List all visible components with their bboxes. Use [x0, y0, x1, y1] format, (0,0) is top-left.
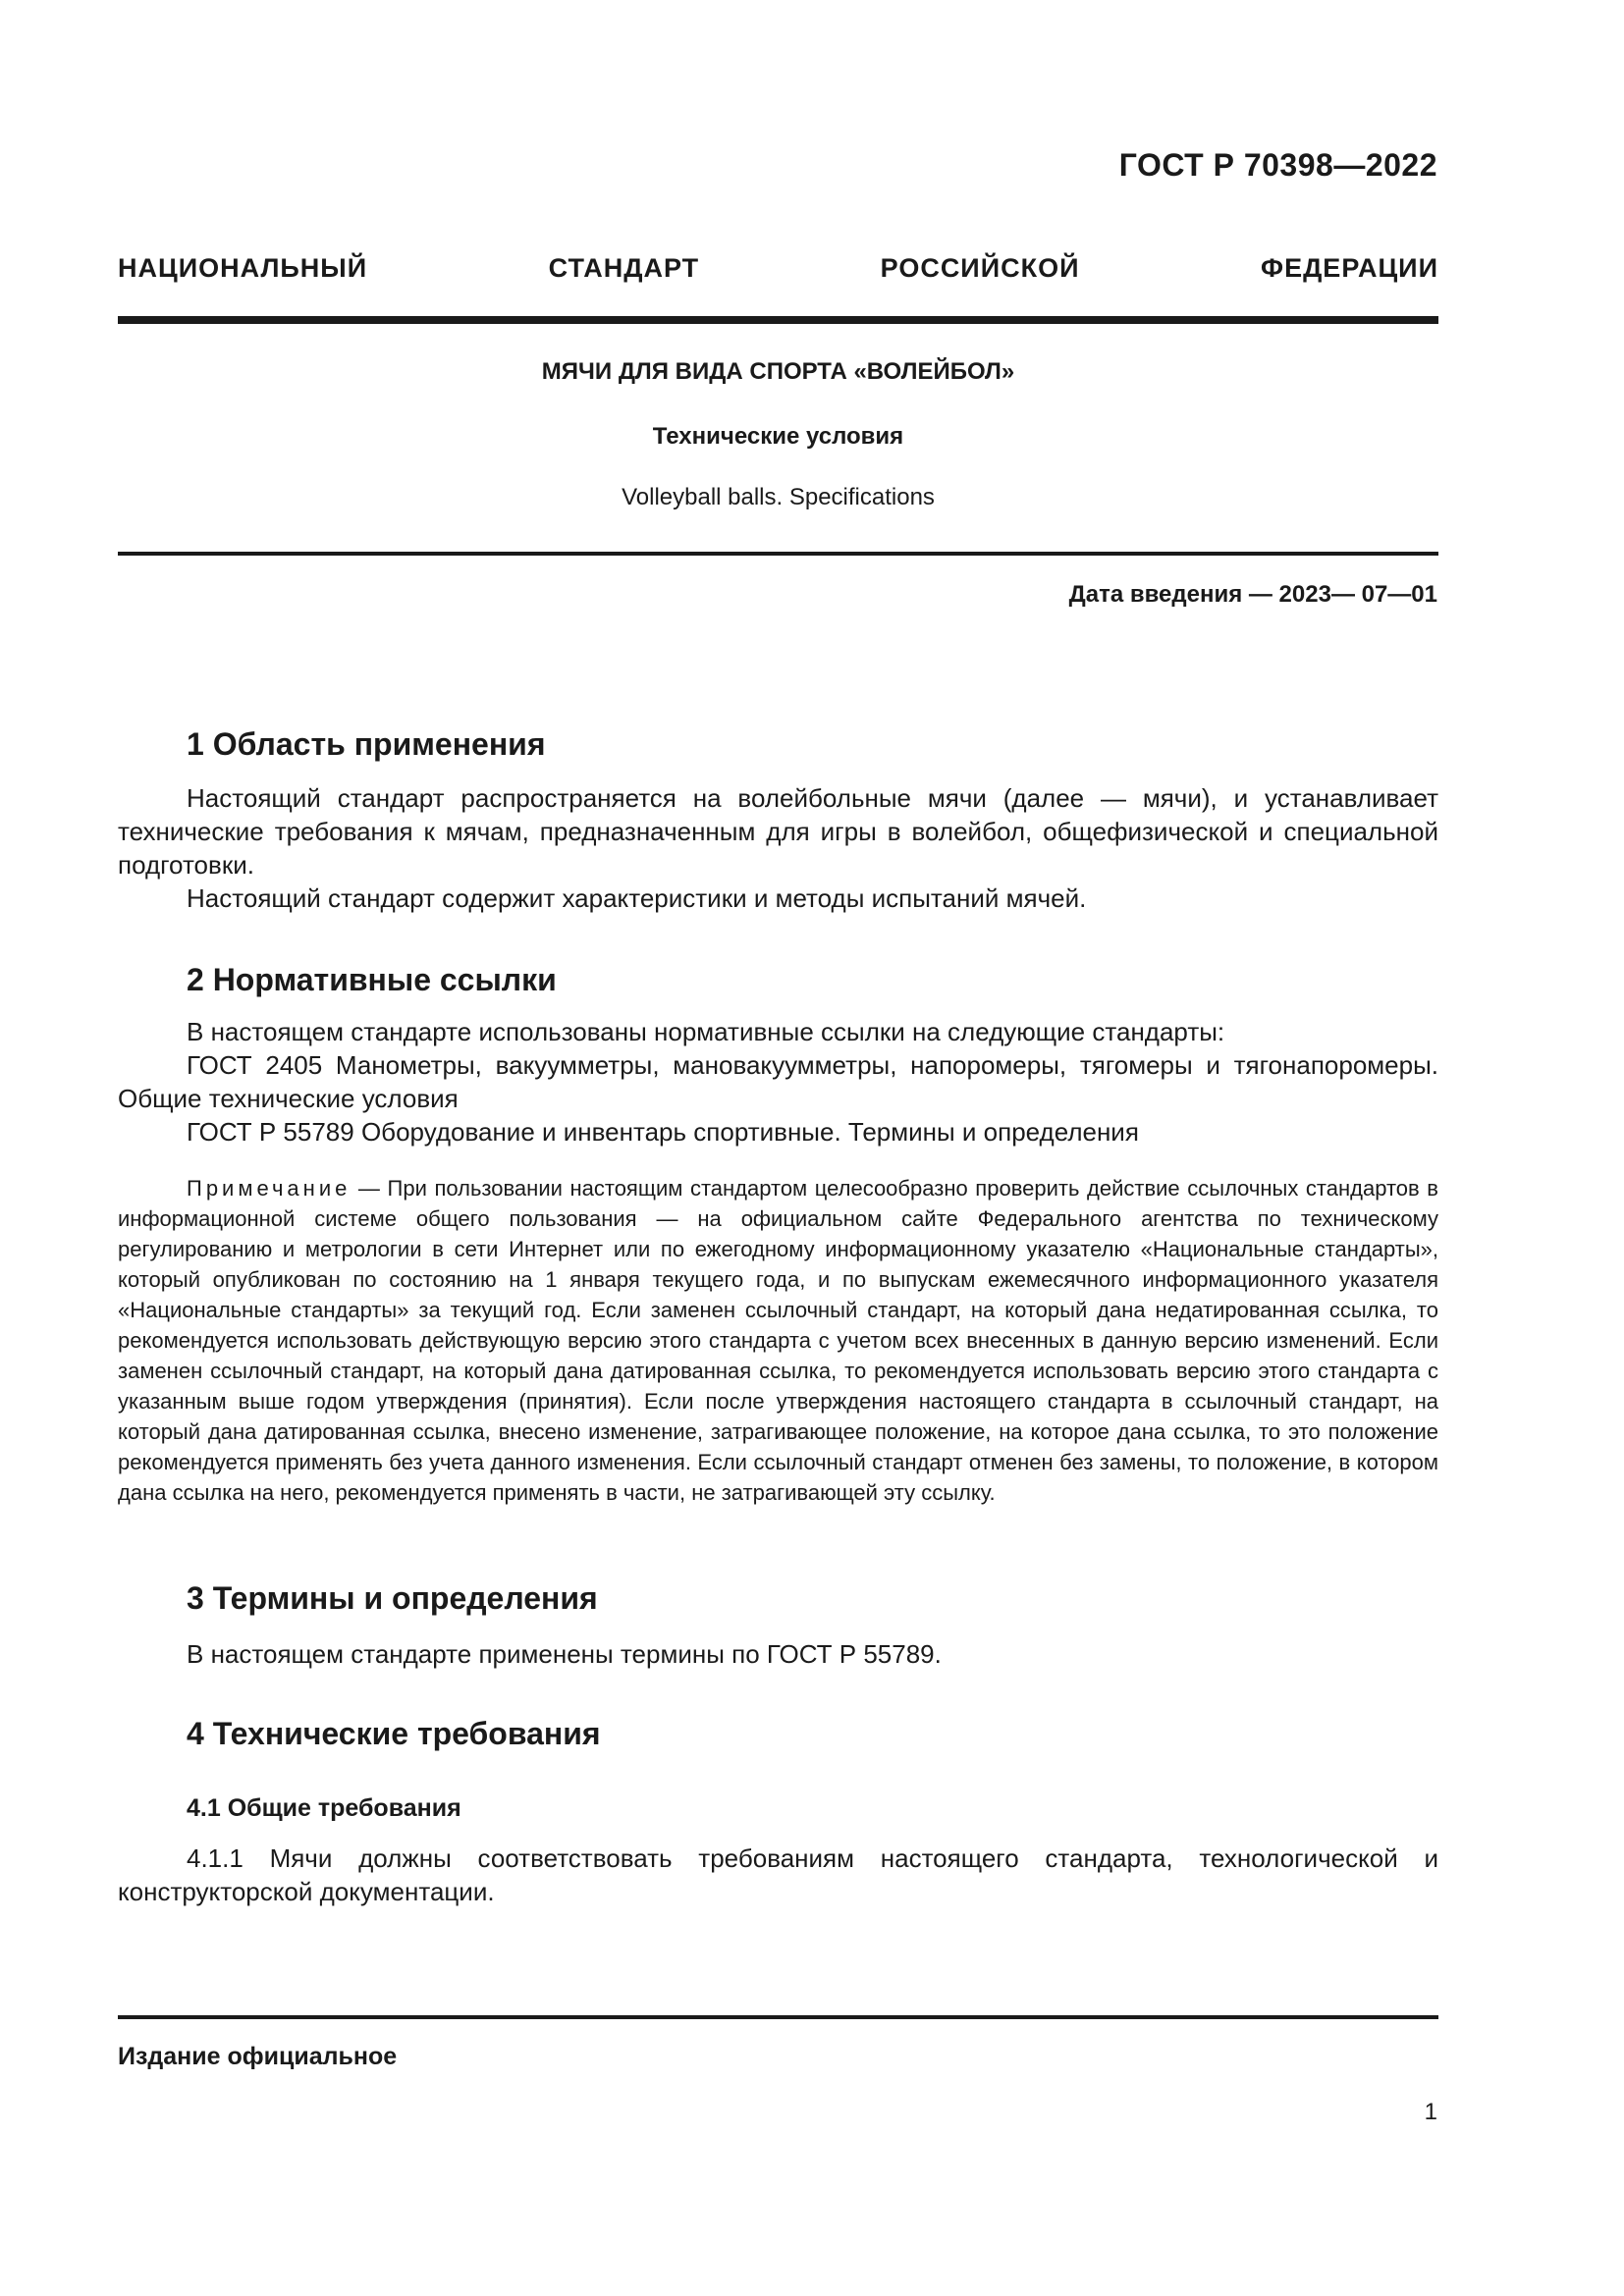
section-3-paragraph-1: В настоящем стандарте применены термины по ГОСТ Р 55789.	[187, 1639, 942, 1669]
section-1-paragraph-2: Настоящий стандарт содержит характеристики и методы испытаний мячей.	[187, 883, 1087, 913]
document-subtitle: Технические условия	[652, 423, 904, 450]
official-edition-label: Издание официальное	[118, 2043, 398, 2070]
section-2-reference-gost-2405: ГОСТ 2405 Манометры, вакуумметры, мановакуумметры, напоромеры, тягомеры и тягонапоромеры. Общие технические условия	[118, 1050, 1438, 1113]
section-3-heading: 3 Термины и определения	[187, 1580, 598, 1616]
section-4-heading: 4 Технические требования	[187, 1716, 601, 1751]
introduction-date: Дата введения — 2023— 07—01	[1068, 581, 1437, 608]
section-4-1-1-paragraph: 4.1.1 Мячи должны соответствовать требованиям настоящего стандарта, технологической и конструкторской документации.	[118, 1843, 1438, 1906]
section-2-heading: 2 Нормативные ссылки	[187, 962, 557, 997]
page-number: 1	[1424, 2099, 1437, 2125]
note-text: — При пользовании настоящим стандартом целесообразно проверить действие ссылочных стандартов в информационной системе общего пользования — на официальном сайте Федерального агентства по техническому регулированию и метрологии в сети Интернет или по ежегодному информационному указателю «Национальные стандарты», который опубликован по состоянию на 1 января текущего года, и по выпускам ежемесячного информационного указателя «Национальные стандарты» за текущий год. Если заменен ссылочный стандарт, на который дана недатированная ссылка, то рекомендуется использовать действующую версию этого стандарта с учетом всех внесенных в данную версию изменений. Если заменен ссылочный стандарт, на который дана датированная ссылка, то рекомендуется использовать версию этого стандарта с указанным выше годом утверждения (принятия). Если после утверждения настоящего стандарта в ссылочный стандарт, на который дана датированная ссылка, внесено изменение, затрагивающее положение, на которое дана ссылка, то это положение рекомендуется применять без учета данного изменения. Если ссылочный стандарт отменен без замены, то положение, в котором дана ссылка на него, рекомендуется применять в части, не затрагивающей эту ссылку.	[118, 1176, 1438, 1505]
english-title: Volleyball balls. Specifications	[622, 484, 935, 510]
note-label: Примечание	[187, 1176, 352, 1201]
section-2-paragraph-1: В настоящем стандарте использованы нормативные ссылки на следующие стандарты:	[187, 1017, 1225, 1046]
header-divider	[118, 552, 1438, 556]
national-standard-title: НАЦИОНАЛЬНЫЙ СТАНДАРТ РОССИЙСКОЙ ФЕДЕРАЦИИ	[118, 253, 1438, 283]
document-title: МЯЧИ ДЛЯ ВИДА СПОРТА «ВОЛЕЙБОЛ»	[541, 358, 1015, 385]
section-1-paragraph-1: Настоящий стандарт распространяется на волейбольные мячи (далее — мячи), и устанавливает технические требования к мячам, предназначенным для игры в волейбол, общефизической и специальной подготовки.	[118, 783, 1438, 880]
document-code: ГОСТ Р 70398—2022	[1118, 147, 1437, 183]
section-2-reference-gost-r-55789: ГОСТ Р 55789 Оборудование и инвентарь спортивные. Термины и определения	[187, 1117, 1139, 1147]
footer-divider	[118, 2015, 1438, 2019]
subsection-4-1-heading: 4.1 Общие требования	[187, 1794, 461, 1822]
header-divider-thick	[118, 316, 1438, 324]
section-2-note	[118, 1173, 1438, 1508]
section-1-heading: 1 Область применения	[187, 726, 546, 762]
